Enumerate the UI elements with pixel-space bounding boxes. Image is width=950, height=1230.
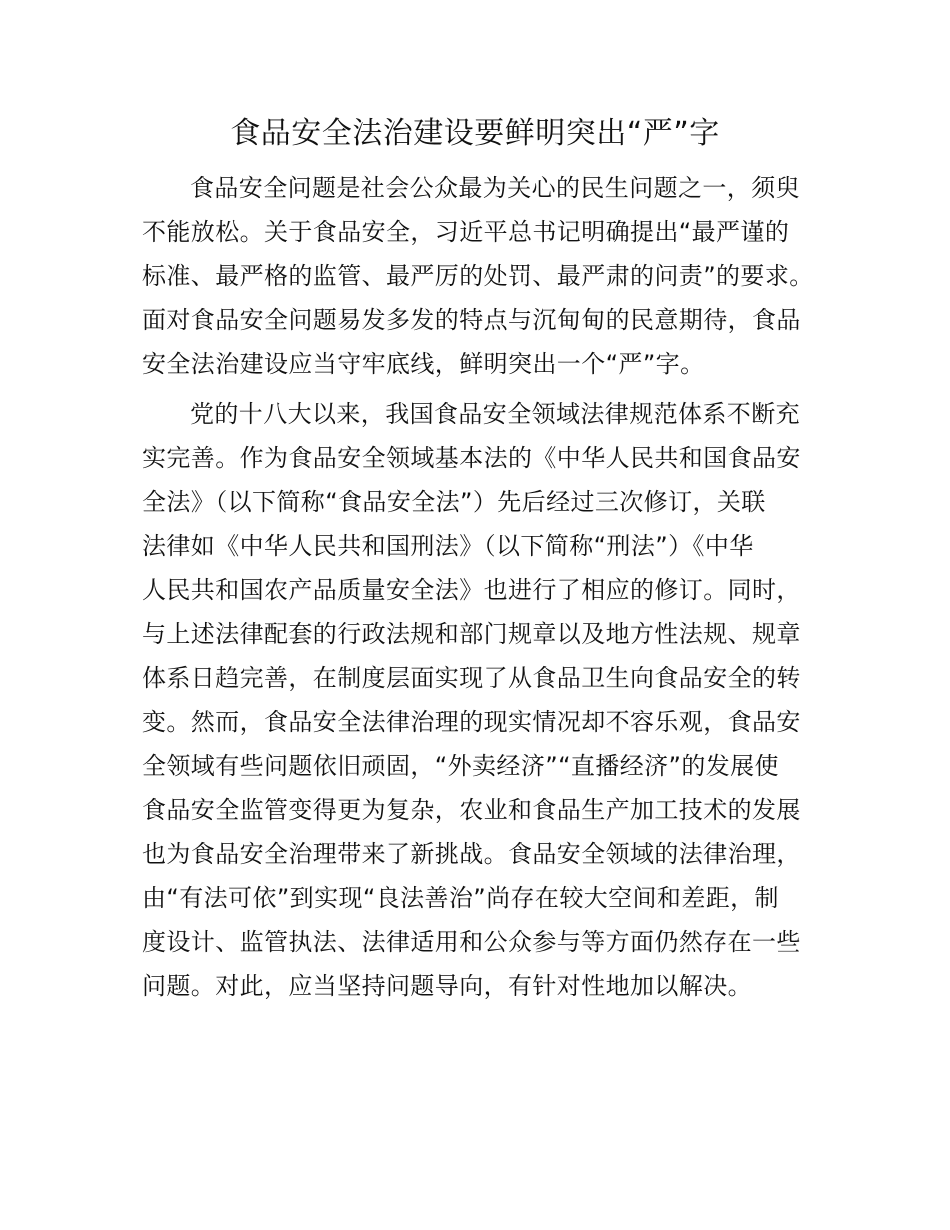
paragraph-1	[142, 166, 812, 386]
text-line: 人民共和国农产品质量安全法》也进行了相应的修订。同时，	[142, 576, 801, 604]
text-line: 不能放松。关于食品安全，习近平总书记明确提出“最严谨的	[142, 218, 790, 246]
text-line: 食品安全监管变得更为复杂，农业和食品生产加工技术的发展	[142, 796, 801, 824]
document-title: 食品安全法治建设要鲜明突出“严”字	[230, 116, 720, 151]
text-line: 面对食品安全问题易发多发的特点与沉甸甸的民意期待，食品	[142, 306, 801, 334]
paragraph-2	[142, 392, 812, 1008]
text-line: 全法》（以下简称“食品安全法”）先后经过三次修订，关联	[142, 488, 766, 516]
text-line: 标准、最严格的监管、最严厉的处罚、最严肃的问责”的要求。	[142, 262, 814, 290]
text-line: 党的十八大以来，我国食品安全领域法律规范体系不断充	[190, 400, 800, 428]
text-line: 与上述法律配套的行政法规和部门规章以及地方性法规、规章	[142, 620, 801, 648]
text-line: 变。然而，食品安全法律治理的现实情况却不容乐观，食品安	[142, 708, 801, 736]
text-line: 度设计、监管执法、法律适用和公众参与等方面仍然存在一些	[142, 928, 801, 956]
text-line: 实完善。作为食品安全领域基本法的《中华人民共和国食品安	[142, 444, 801, 472]
text-line: 体系日趋完善，在制度层面实现了从食品卫生向食品安全的转	[142, 664, 801, 692]
text-line: 安全法治建设应当守牢底线，鲜明突出一个“严”字。	[142, 350, 705, 378]
text-line: 问题。对此，应当坚持问题导向，有针对性地加以解决。	[142, 972, 752, 1000]
text-line: 全领域有些问题依旧顽固，“外卖经济”“直播经济”的发展使	[142, 752, 779, 780]
text-line: 也为食品安全治理带来了新挑战。食品安全领域的法律治理，	[142, 840, 801, 868]
text-line: 由“有法可依”到实现“良法善治”尚存在较大空间和差距，制	[142, 884, 779, 912]
text-line: 食品安全问题是社会公众最为关心的民生问题之一，须臾	[190, 174, 800, 202]
text-line: 法律如《中华人民共和国刑法》（以下简称“刑法”）《中华	[142, 532, 754, 560]
